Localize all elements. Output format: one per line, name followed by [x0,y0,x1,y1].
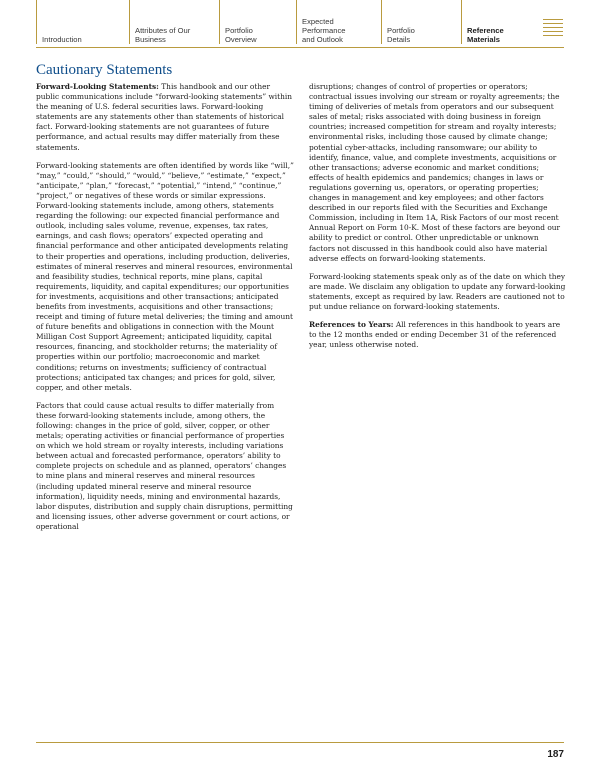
tab-portfolio-details[interactable] [381,0,457,44]
references-to-years-lead: References to Years: [309,320,394,330]
paragraph-forward-looking-statements [36,82,294,153]
page-number: 187 [547,749,564,760]
page-title: Cautionary Statements [36,62,173,78]
tab-attributes-label: Attributes of Our Business [135,26,191,44]
tab-portfolio-overview[interactable] [219,0,297,44]
footer-divider [36,742,564,743]
tab-introduction[interactable] [36,0,127,44]
right-column [309,82,566,358]
paragraph-identifying-words: Forward-looking statements are often identified by words like “will,” “may,” “could,” “should,” “would,” “believe,” “estimate,” “expect,” “anticipate,” “plan,” “forecast,” “potential,” “intend,” “continue,” “project,” or negatives of these words or similar expressions. Forward-looking statements include, among others, statements regarding the following: our expected financial performance and outlook, including sales volume, revenue, expenses, tax rates, earnings, and cash flows; operators’ expected operating and financial performance and other anticipated developments relating to their properties and operations, including production, deliveries, estimates of mineral reserves and mineral resources, environmental and feasibility studies, technical reports, mine plans, capital requirements, liquidity, and capital expenditures; our opportunities for investments, acquisitions and other transactions; anticipated benefits from investments, acquisitions and other transactions; receipt and timing of future metal deliveries; the timing and amount of future benefits and obligations in connection with the Mount Milligan Cost Support Agreement; anticipated liquidity, capital resources, financing, and stockholder returns; the materiality of properties within our portfolio; macroeconomic and market conditions; returns on investments; sufficiency of contractual protections; anticipated tax changes; and prices for gold, silver, copper, and other metals. [36,160,294,392]
tab-reference-materials-label: Reference Materials [467,26,504,44]
forward-looking-body: This handbook and our other public communications include “forward-looking statements” within the meaning of U.S. federal securities laws. Forward-looking statements are any statements other than statements of historical fact. Forward-looking statements are not guarantees of future performance, and actual results may differ materially from these statements. [36,82,293,152]
tab-portfolio-details-label: Portfolio Details [387,26,415,44]
paragraph-risk-factors: Factors that could cause actual results to differ materially from these forward-looking statements include, among others, the following: changes in the price of gold, silver, copper, or other metals; operating activities or financial performance of properties on which we hold stream or royalty interests, including variations between actual and forecasted performance, operators’ ability to complete projects on schedule and as planned, operators’ changes to mine plans and mineral reserves and mineral resources (including updated mineral reserve and mineral resource information), liquidity needs, mining and environmental hazards, labor disputes, distribution and supply chain disruptions, permitting and licensing issues, other adverse government or court actions, or operational [36,400,293,531]
paragraph-references-to-years [309,320,566,350]
left-column [36,82,294,540]
tab-reference-materials[interactable] [461,0,537,44]
paragraph-disclaimer: Forward-looking statements speak only as of the date on which they are made. We disclaim any obligation to update any forward-looking statements, except as required by law. Readers are cautioned not to put undue reliance on forward-looking statements. [309,271,566,311]
tab-expected-performance-label: Expected Performance and Outlook [302,17,346,44]
tab-introduction-label: Introduction [42,35,82,44]
tab-expected-performance-and-outlook[interactable] [296,0,378,44]
paragraph-risk-factors-continued: disruptions; changes of control of properties or operators; contractual issues involving our stream or royalty agreements; the timing of deliveries of metals from operators and our subsequent sales of metal; risks associated with doing business in foreign countries; increased competition for stream and royalty interests; environmental risks, including those caused by climate change; potential cyber-attacks, including ransomware; our ability to identify, finance, value, and complete investments, acquisitions or other transactions; adverse economic and market conditions; effects of health epidemics and pandemics; changes in laws or regulations governing us, operators, or operating properties; changes in management and key employees; and other factors described in our reports filed with the Securities and Exchange Commission, including in Item 1A, Risk Factors of our most recent Annual Report on Form 10-K. Most of these factors are beyond our ability to predict or control. Other unpredictable or unknown factors not discussed in this handbook could also have material adverse effects on forward-looking statements. [309,82,561,263]
hamburger-menu-icon[interactable] [543,19,563,37]
forward-looking-lead: Forward-Looking Statements: [36,82,159,91]
references-to-years-body: All references in this handbook to years are to the 12 months ended or ending December 31 of the referenced year, unless otherwise noted. [309,320,561,350]
tab-attributes-of-our-business[interactable] [129,0,213,44]
top-navigation [36,0,564,48]
tab-portfolio-overview-label: Portfolio Overview [225,26,257,44]
